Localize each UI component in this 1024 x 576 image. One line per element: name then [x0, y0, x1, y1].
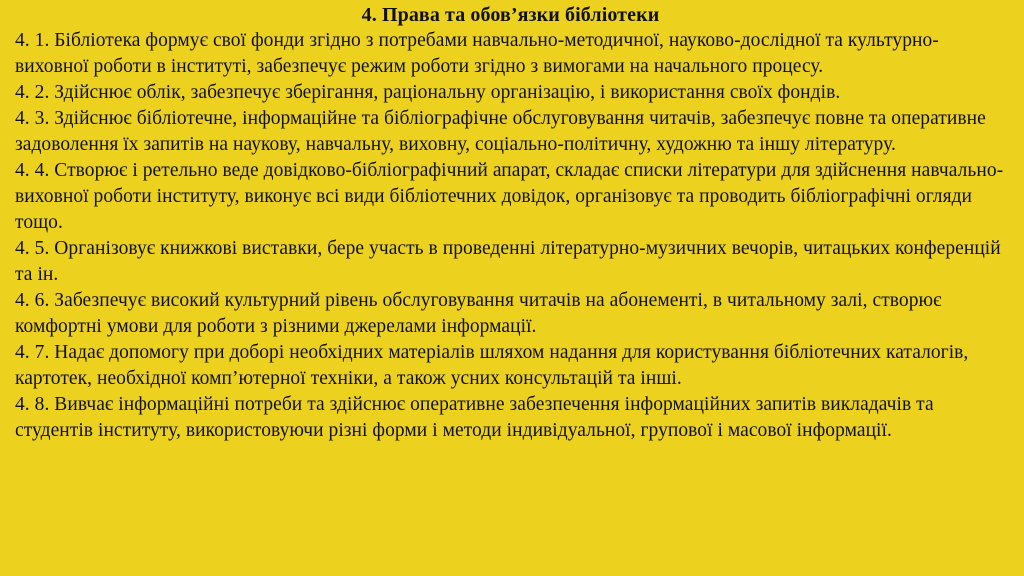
- list-item-4-2: 4. 2. Здійснює облік, забезпечує зберігання, раціональну організацію, і використання своїх фондів.: [15, 82, 841, 103]
- list-item-4-6: 4. 6. Забезпечує високий культурний рівень обслуговування читачів на абонементі, в читальному залі, створює комфортні умови для роботи з різними джерелами інформації.: [15, 290, 942, 337]
- list-item-4-8: 4. 8. Вивчає інформаційні потреби та здійснює оперативне забезпечення інформаційних запитів викладачів та студентів інституту, використовуючи різні форми і методи індивідуальної, групової і масової інформації.: [15, 394, 934, 441]
- list-item-4-7: 4. 7. Надає допомогу при доборі необхідних матеріалів шляхом надання для користування бібліотечних каталогів, картотек, необхідної комп’ютерної техніки, а також усних консультацій та інші.: [15, 342, 969, 389]
- rights-list: [15, 28, 1006, 444]
- list-item-4-4: 4. 4. Створює і ретельно веде довідково-бібліографічний апарат, складає списки літератури для здійснення навчально-виховної роботи інституту, виконує всі види бібліотечних довідок, організовує та проводить бібліографічні огляди тощо.: [15, 160, 1004, 233]
- list-item-4-5: 4. 5. Організовує книжкові виставки, бере участь в проведенні літературно-музичних вечорів, читацьких конференцій та ін.: [15, 238, 1001, 285]
- list-item-4-3: 4. 3. Здійснює бібліотечне, інформаційне та бібліографічне обслуговування читачів, забезпечує повне та оперативне задоволення їх запитів на наукову, навчальну, виховну, соціально-політичну, художню та іншу літературу.: [15, 108, 986, 155]
- list-item-4-1: 4. 1. Бібліотека формує свої фонди згідно з потребами навчально-методичної, науково-дослідної та культурно-виховної роботи в інституті, забезпечує режим роботи згідно з вимогами на начального процесу.: [15, 30, 939, 77]
- slide-title: 4. Права та обов’язки бібліотеки: [361, 4, 660, 26]
